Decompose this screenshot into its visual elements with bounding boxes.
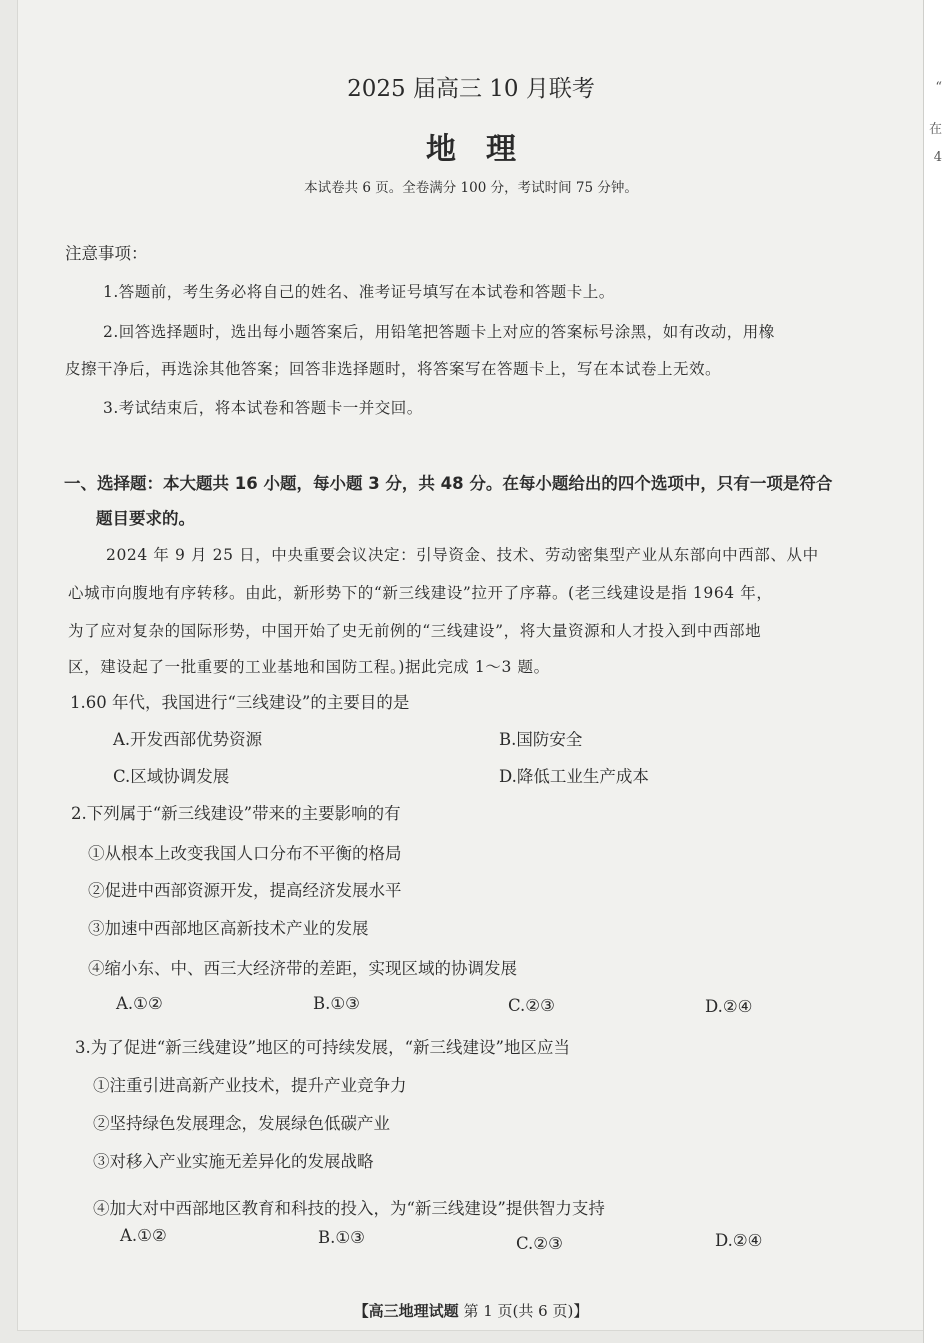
question-2-option-a: A.①② xyxy=(116,994,163,1013)
passage-line-1: 2024 年 9 月 25 日，中央重要会议决定：引导资金、技术、劳动密集型产业从东部向中西部、从中 xyxy=(106,546,819,564)
passage-line-4: 区，建设起了一批重要的工业基地和国防工程。)据此完成 1～3 题。 xyxy=(68,658,550,676)
question-2-option-d: D.②④ xyxy=(705,997,753,1016)
footer-label: 【高三地理试题 xyxy=(353,1302,459,1320)
question-3-statement-4: ④加大对中西部地区教育和科技的投入，为“新三线建设”提供智力支持 xyxy=(93,1199,605,1218)
adjacent-page-edge xyxy=(923,0,950,1343)
question-2-statement-1: ①从根本上改变我国人口分布不平衡的格局 xyxy=(88,844,402,863)
edge-glyph-2: 在 xyxy=(928,122,942,137)
exam-page xyxy=(18,0,924,1330)
question-2-statement-2: ②促进中西部资源开发，提高经济发展水平 xyxy=(88,881,402,900)
question-1-option-b: B.国防安全 xyxy=(499,730,583,749)
question-3-stem: 3.为了促进“新三线建设”地区的可持续发展，“新三线建设”地区应当 xyxy=(75,1038,570,1057)
note-item-2-line2: 皮擦干净后，再选涂其他答案；回答非选择题时，将答案写在答题卡上，写在本试卷上无效。 xyxy=(65,360,722,378)
subject-title: 地理 xyxy=(426,132,546,167)
passage-line-3: 为了应对复杂的国际形势，中国开始了史无前例的“三线建设”，将大量资源和人才投入到中西部地 xyxy=(68,622,762,640)
question-1-stem: 1.60 年代，我国进行“三线建设”的主要目的是 xyxy=(70,693,410,712)
footer-page-number: 第 1 页(共 6 页)】 xyxy=(463,1302,589,1320)
note-item-1: 1.答题前，考生务必将自己的姓名、准考证号填写在本试卷和答题卡上。 xyxy=(103,283,615,301)
question-1-option-d: D.降低工业生产成本 xyxy=(499,767,649,786)
note-item-2-line1: 2.回答选择题时，选出每小题答案后，用铅笔把答题卡上对应的答案标号涂黑，如有改动，用橡 xyxy=(103,323,775,341)
passage-line-2: 心城市向腹地有序转移。由此，新形势下的“新三线建设”拉开了序幕。(老三线建设是指 1964 年， xyxy=(68,584,773,602)
question-3-option-c: C.②③ xyxy=(516,1234,563,1253)
edge-glyph-1: “ xyxy=(935,80,942,95)
exam-title: 2025 届高三 10 月联考 xyxy=(347,76,595,102)
edge-glyph-3: 4 xyxy=(933,150,942,165)
question-3-option-d: D.②④ xyxy=(715,1231,763,1250)
question-2-option-c: C.②③ xyxy=(508,996,555,1015)
question-2-statement-3: ③加速中西部地区高新技术产业的发展 xyxy=(88,919,369,938)
question-2-stem: 2.下列属于“新三线建设”带来的主要影响的有 xyxy=(71,804,401,823)
question-1-option-a: A.开发西部优势资源 xyxy=(113,730,263,749)
question-3-statement-2: ②坚持绿色发展理念，发展绿色低碳产业 xyxy=(93,1114,390,1133)
question-3-option-b: B.①③ xyxy=(318,1228,365,1247)
page-footer xyxy=(18,1300,924,1321)
section-heading-line2: 题目要求的。 xyxy=(96,509,195,528)
section-heading-line1: 一、选择题：本大题共 16 小题，每小题 3 分，共 48 分。在每小题给出的四个选项中，只有一项是符合 xyxy=(64,474,833,493)
note-item-3: 3.考试结束后，将本试卷和答题卡一并交回。 xyxy=(103,399,423,417)
notes-title: 注意事项： xyxy=(65,244,148,263)
question-1-option-c: C.区域协调发展 xyxy=(113,767,230,786)
question-3-option-a: A.①② xyxy=(120,1226,167,1245)
question-2-option-b: B.①③ xyxy=(313,994,360,1013)
question-3-statement-3: ③对移入产业实施无差异化的发展战略 xyxy=(93,1152,374,1171)
question-2-statement-4: ④缩小东、中、西三大经济带的差距，实现区域的协调发展 xyxy=(88,959,517,978)
question-3-statement-1: ①注重引进高新产业技术，提升产业竞争力 xyxy=(93,1076,407,1095)
exam-info: 本试卷共 6 页。全卷满分 100 分，考试时间 75 分钟。 xyxy=(304,180,638,196)
